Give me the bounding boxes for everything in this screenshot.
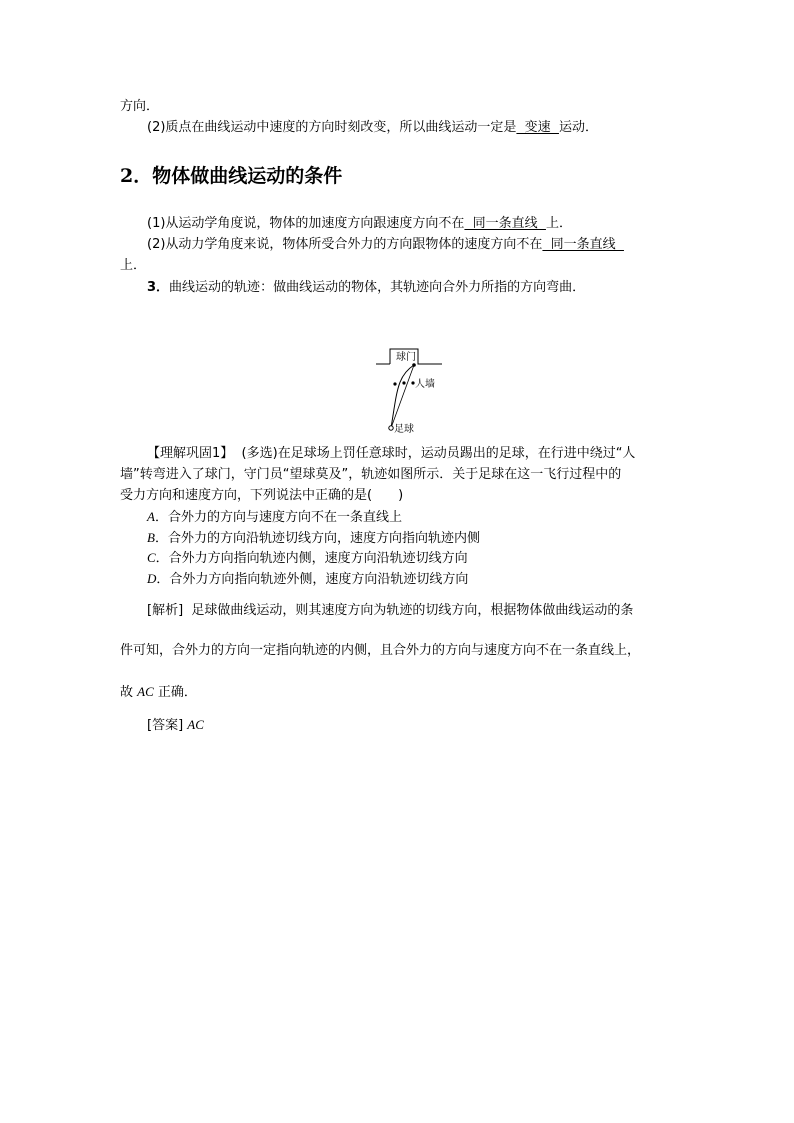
text-fragment: (2)质点在曲线运动中速度的方向时刻改变，所以曲线运动一定是	[147, 120, 517, 135]
option-text: ．合外力方向指向轨迹内侧，速度方向沿轨迹切线方向	[155, 551, 468, 566]
option-c	[147, 549, 468, 568]
fill-blank-answer: 同一条直线	[464, 216, 546, 231]
analysis-tag: [解析]	[147, 603, 184, 618]
section-heading: 2．物体做曲线运动的条件	[120, 165, 343, 187]
fill-blank-answer: 同一条直线	[542, 237, 624, 252]
option-b	[147, 529, 480, 548]
text-line: 件可知，合外力的方向一定指向轨迹的内侧，且合外力的方向与速度方向不在一条直线上，	[120, 643, 641, 658]
text-fragment: ：做曲线运动的物体，其轨迹向合外力所指的方向弯曲．	[260, 280, 586, 295]
answer-value: AC	[187, 717, 204, 732]
text-fragment: 足球做曲线运动，则其速度方向为轨迹的切线方向，根据物体做曲线运动的条	[191, 603, 634, 618]
item-number: 3．	[147, 280, 170, 295]
ball-point	[389, 426, 393, 430]
wall-player-dot	[402, 381, 405, 384]
text-line: 上．	[120, 258, 147, 273]
text-line: 墙”转弯进入了球门，守门员“望球莫及”，轨迹如图所示．关于足球在这一飞行过程中的	[120, 467, 622, 482]
text-fragment: 方向．	[120, 99, 160, 114]
fill-blank-answer: 变速	[516, 120, 559, 135]
text-fragment: 正确．	[157, 685, 197, 700]
text-line	[147, 215, 572, 233]
text-line	[147, 236, 624, 254]
text-fragment: 故	[120, 685, 134, 700]
text-line	[147, 279, 585, 297]
option-a	[147, 508, 402, 527]
option-text: ．合外力的方向沿轨迹切线方向，速度方向指向轨迹内侧	[154, 531, 480, 546]
text-fragment: 运动．	[558, 120, 598, 135]
option-letter: D	[147, 571, 157, 586]
text-line: 受力方向和速度方向，下列说法中正确的是( )	[120, 488, 404, 503]
goal-label: 球门	[396, 352, 416, 363]
text-line	[147, 445, 635, 463]
wall-player-dot	[393, 382, 396, 385]
trajectory-figure	[370, 340, 470, 440]
answer-tag: [答案]	[147, 718, 184, 733]
text-fragment: (多选)在足球场上罚任意球时，运动员踢出的足球，在行进中绕过“人	[241, 446, 636, 461]
wall-label: 人墙	[415, 379, 435, 390]
ball-label: 足球	[394, 424, 414, 435]
text-line	[120, 98, 159, 116]
text-line	[147, 602, 633, 620]
option-letter: B	[147, 530, 155, 545]
option-text: ．合外力的方向与速度方向不在一条直线上	[154, 510, 402, 525]
option-letter: C	[147, 550, 156, 565]
straight-reference-line	[391, 365, 414, 428]
text-fragment: (1)从运动学角度说，物体的加速度方向跟速度方向不在	[147, 216, 465, 231]
term: 曲线运动的轨迹	[169, 280, 261, 295]
option-text: ．合外力方向指向轨迹外侧，速度方向沿轨迹切线方向	[156, 572, 469, 587]
answer-letters: AC	[137, 684, 154, 699]
text-fragment: 上．	[545, 216, 572, 231]
text-line	[147, 716, 204, 735]
text-line	[147, 119, 598, 137]
question-tag: 【理解巩固1】	[147, 446, 234, 461]
text-fragment: (2)从动力学角度来说，物体所受合外力的方向跟物体的速度方向不在	[147, 237, 543, 252]
option-d	[147, 570, 468, 589]
option-letter: A	[147, 509, 155, 524]
text-line	[120, 683, 197, 702]
